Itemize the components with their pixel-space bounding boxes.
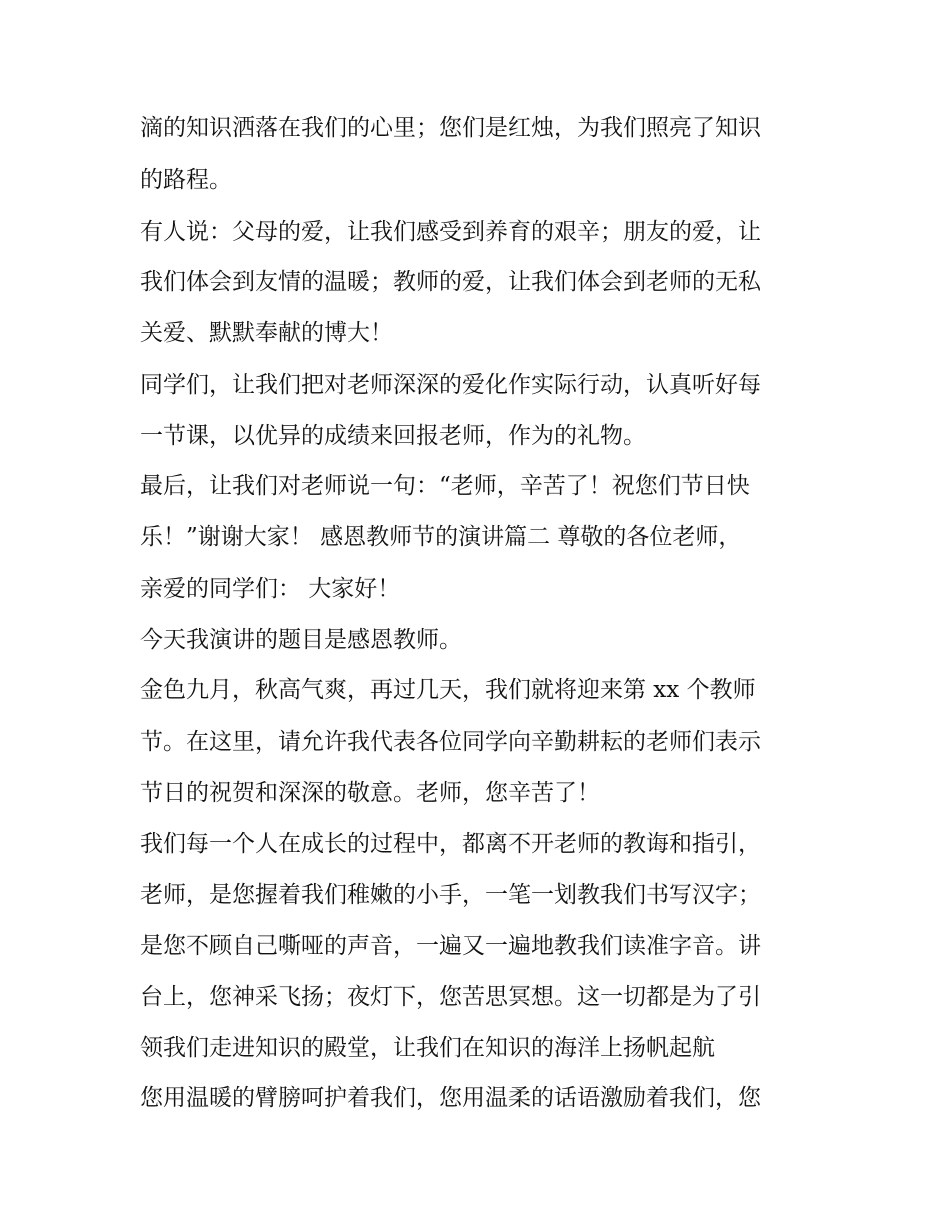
text-line: 最后，让我们对老师说一句：“老师，辛苦了！祝您们节日快 — [140, 473, 750, 499]
text-line: 节。在这里，请允许我代表各位同学向辛勤耕耘的老师们表示 — [140, 729, 761, 755]
text-line: 滴的知识洒落在我们的心里；您们是红烛，为我们照亮了知识 — [140, 115, 761, 141]
text-line: 是您不顾自己嘶哑的声音，一遍又一遍地教我们读准字音。讲 — [140, 933, 761, 959]
text-line: 今天我演讲的题目是感恩教师。 — [140, 627, 462, 653]
text-line: 我们体会到友情的温暖；教师的爱，让我们体会到老师的无私 — [140, 269, 761, 295]
text-line: 乐！”谢谢大家！ 感恩教师节的演讲篇二 尊敬的各位老师， — [140, 524, 742, 550]
text-line: 的路程。 — [140, 167, 232, 193]
text-line: 节日的祝贺和深深的敬意。老师，您辛苦了！ — [140, 780, 600, 806]
text-line: 您用温暖的臂膀呵护着我们，您用温柔的话语激励着我们，您 — [140, 1085, 761, 1111]
text-line: 金色九月，秋高气爽，再过几天，我们就将迎来第 xx 个教师 — [140, 677, 756, 703]
text-line: 台上，您神采飞扬；夜灯下，您苦思冥想。这一切都是为了引 — [140, 984, 761, 1010]
text-line: 亲爱的同学们： 大家好！ — [140, 576, 401, 602]
text-line: 我们每一个人在成长的过程中，都离不开老师的教诲和指引， — [140, 831, 761, 857]
text-line: 一节课，以优异的成绩来回报老师，作为的礼物。 — [140, 423, 646, 449]
text-line: 同学们，让我们把对老师深深的爱化作实际行动，认真听好每 — [140, 372, 761, 398]
text-line: 领我们走进知识的殿堂，让我们在知识的海洋上扬帆起航 — [140, 1035, 715, 1061]
text-line: 老师，是您握着我们稚嫩的小手，一笔一划教我们书写汉字； — [140, 882, 761, 908]
text-line: 关爱、默默奉献的博大！ — [140, 320, 393, 346]
text-line: 有人说：父母的爱，让我们感受到养育的艰辛；朋友的爱，让 — [140, 219, 761, 245]
